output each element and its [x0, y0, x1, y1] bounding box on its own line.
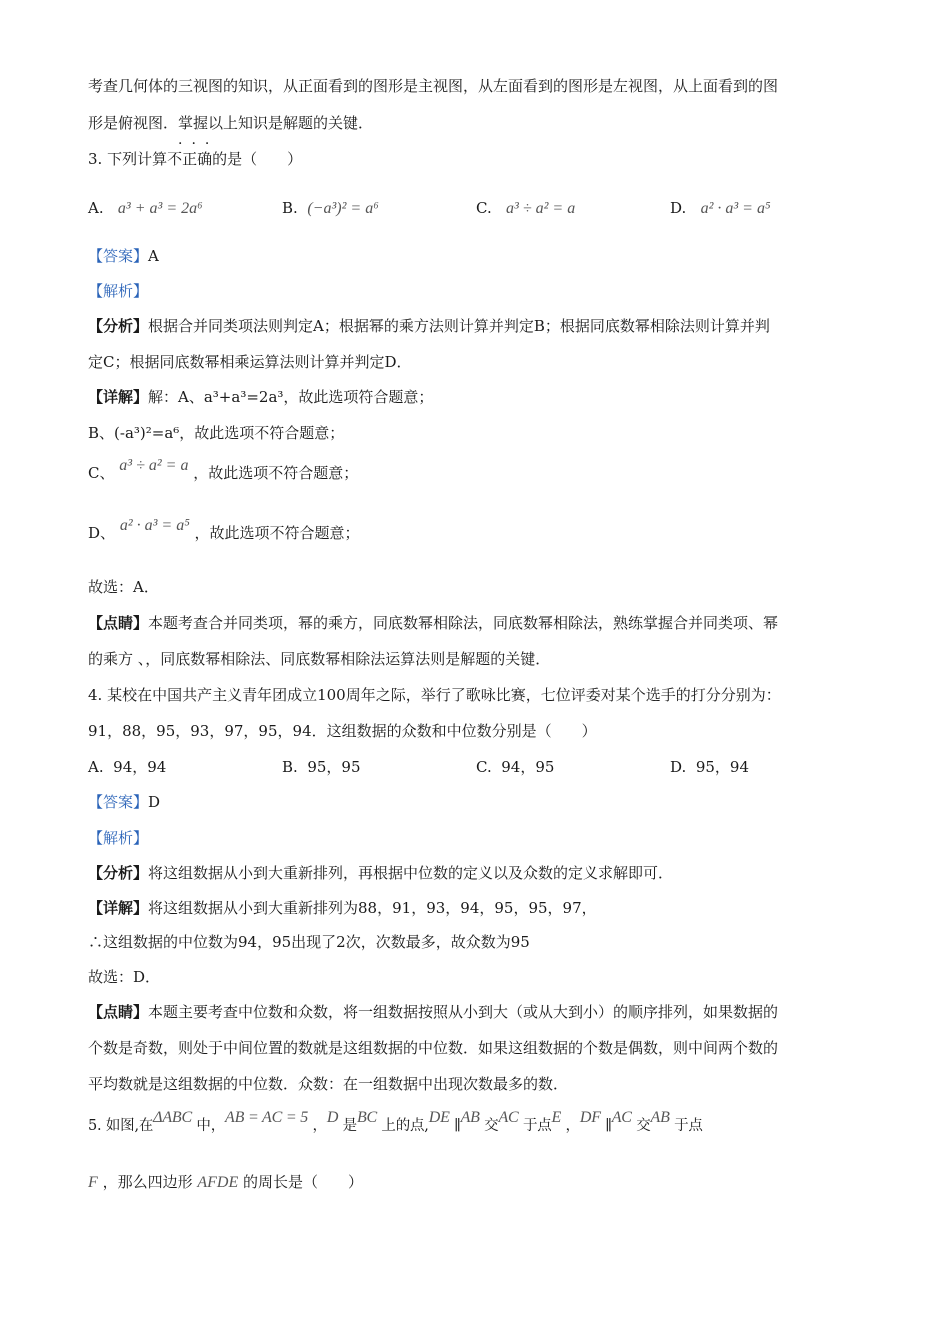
q4-detail-2: ∴这组数据的中位数为94，95出现了2次，次数最多，故众数为95 [88, 933, 530, 951]
q4-stem-1: 4. 某校在中国共产主义青年团成立100周年之际，举行了歌咏比赛，七位评委对某个选手的打分分别为： [88, 686, 781, 704]
q4-option-b: B. 95，95 [282, 758, 361, 776]
q3-detail-b: B、(-a³)²=a⁶，故此选项不符合题意； [88, 424, 345, 442]
q4-choose: 故选：D． [88, 968, 161, 986]
q3-detail-d: D、 a² · a³ = a⁵ ，故此选项不符合题意； [88, 517, 360, 542]
q3-dianjing-1: 【点睛】本题考查合并同类项，幂的乘方，同底数幂相除法，同底数幂相除法，熟练掌握合并同类项、幂 [88, 614, 779, 632]
q3-fenxi-1: 【分析】根据合并同类项法则判定A；根据幂的乘方法则计算并判定B；根据同底数幂相除法则计算并判 [88, 317, 770, 335]
q3-fenxi-2: 定C；根据同底数幂相乘运算法则计算并判定D． [88, 353, 412, 371]
q4-dianjing-1: 【点睛】本题主要考查中位数和众数，将一组数据按照从小到大（或从大到小）的顺序排列，如果数据的 [88, 1003, 779, 1021]
q4-fenxi: 【分析】将这组数据从小到大重新排列，再根据中位数的定义以及众数的定义求解即可． [88, 864, 674, 882]
intro-line-2: 形是俯视图．掌握以上知识是解题的关键． [88, 114, 374, 132]
q3-analysis-tag: 【解析】 [88, 282, 149, 300]
q4-option-c: C. 94，95 [476, 758, 555, 776]
q4-detail-1: 【详解】将这组数据从小到大重新排列为88，91，93，94，95，95，97， [88, 899, 597, 917]
q3-option-a: A. a³ + a³ = 2a⁶ [88, 199, 203, 217]
q4-stem-2: 91，88，95，93，97，95，94．这组数据的众数和中位数分别是（ ） [88, 722, 597, 740]
q3-choose: 故选：A． [88, 578, 159, 596]
q4-option-d: D. 95，94 [670, 758, 749, 776]
q5-stem-2: F ，那么四边形 AFDE 的周长是（ ） [88, 1173, 364, 1191]
q3-option-d: D. a² · a³ = a⁵ [670, 199, 771, 217]
q5-stem-1: 5. 如图,在ΔABC 中，AB = AC = 5 ，D 是BC 上的点,DE ∥AB 交AC 于点E ，DF ∥AC 交AB 于点 [88, 1109, 703, 1134]
q3-answer: 【答案】A [88, 247, 159, 265]
q4-dianjing-2: 个数是奇数，则处于中间位置的数就是这组数据的中位数．如果这组数据的个数是偶数，则中间两个数的 [88, 1039, 779, 1057]
emphasis-dots: ··· [178, 136, 219, 152]
q3-option-c: C. a³ ÷ a² = a [476, 199, 576, 217]
q3-stem: 3. 下列计算不正确的是（ ） [88, 150, 303, 168]
intro-line-1: 考查几何体的三视图的知识，从正面看到的图形是主视图，从左面看到的图形是左视图，从上面看到的图 [88, 77, 779, 95]
q3-option-b: B. (−a³)² = a⁶ [282, 199, 379, 217]
q3-detail-c: C、 a³ ÷ a² = a ，故此选项不符合题意； [88, 457, 359, 482]
q3-dianjing-2: 的乘方 、，同底数幂相除法、同底数幂相除法运算法则是解题的关键． [88, 650, 551, 668]
q4-analysis-tag: 【解析】 [88, 829, 149, 847]
q4-dianjing-3: 平均数就是这组数据的中位数．众数：在一组数据中出现次数最多的数． [88, 1075, 569, 1093]
q4-option-a: A. 94，94 [88, 758, 167, 776]
q3-detail-a: 【详解】解：A、a³+a³=2a³，故此选项符合题意； [88, 388, 434, 406]
q4-answer: 【答案】D [88, 793, 161, 811]
